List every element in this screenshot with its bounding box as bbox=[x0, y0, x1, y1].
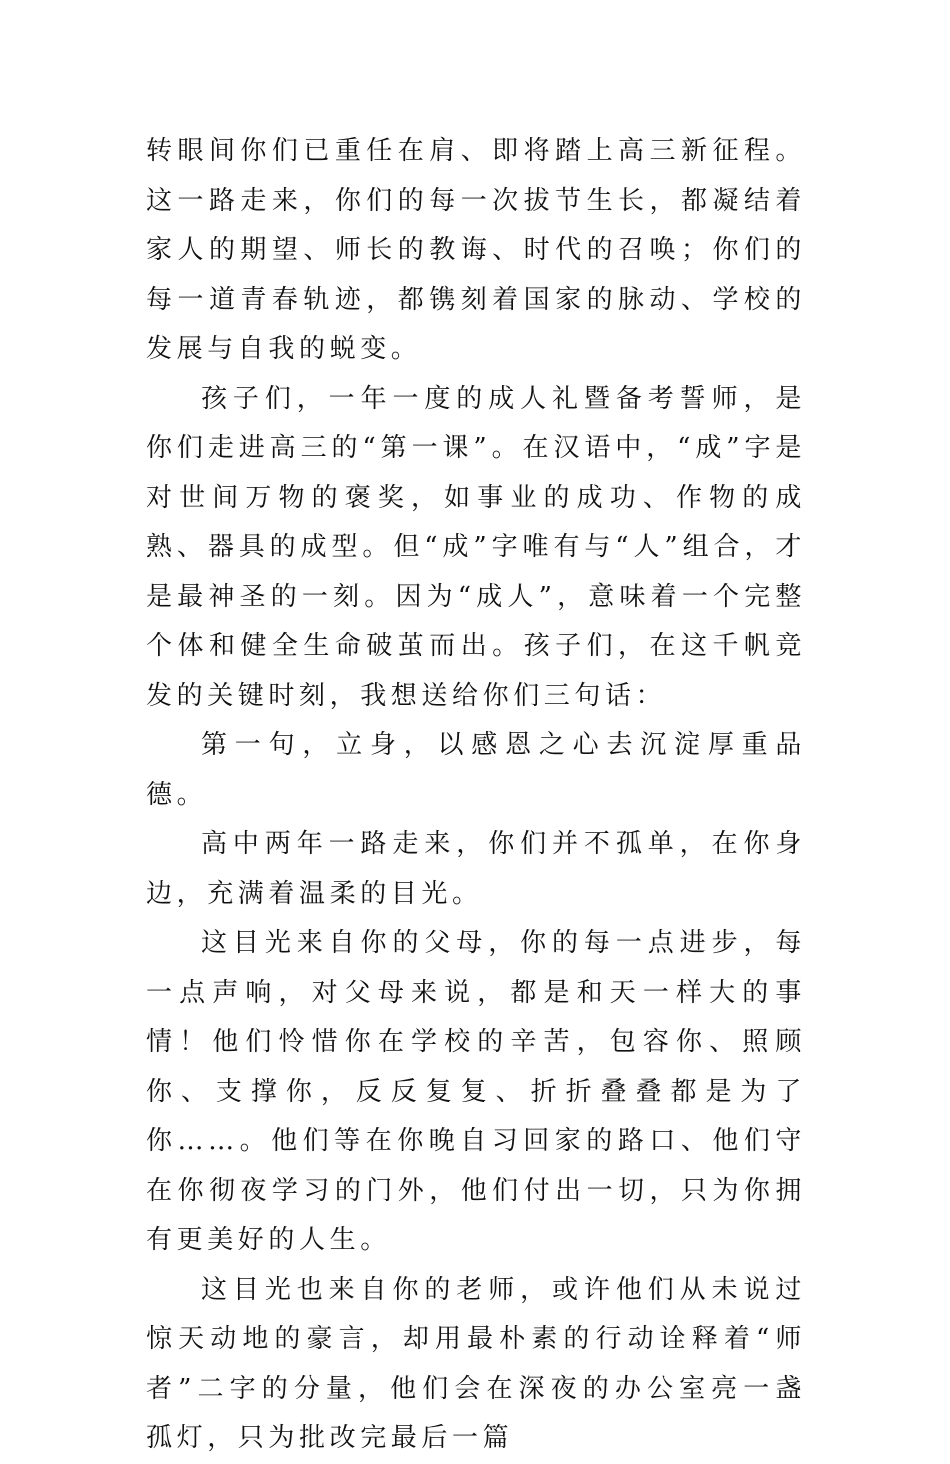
paragraph-5: 这目光来自你的父母，你的每一点进步，每一点声响，对父母来说，都是和天一样大的事情！他们怜惜你在学校的辛苦，包容你、照顾你、支撑你，反反复复、折折叠叠都是为了你……。他们等在你晚自习回家的路口、他们守在你彻夜学习的门外，他们付出一切，只为你拥有更美好的人生。 bbox=[146, 928, 806, 1255]
paragraph-1: 转眼间你们已重任在肩、即将踏上高三新征程。这一路走来，你们的每一次拔节生长，都凝结着家人的期望、师长的教诲、时代的召唤；你们的每一道青春轨迹，都镌刻着国家的脉动、学校的发展与自我的蜕变。 bbox=[146, 136, 806, 364]
document-body bbox=[146, 127, 806, 1464]
paragraph-3: 第一句，立身，以感恩之心去沉淀厚重品德。 bbox=[146, 730, 806, 810]
paragraph-4: 高中两年一路走来，你们并不孤单，在你身边，充满着温柔的目光。 bbox=[146, 829, 806, 909]
paragraph-2: 孩子们，一年一度的成人礼暨备考誓师，是你们走进高三的“第一课”。在汉语中，“成”字是对世间万物的褒奖，如事业的成功、作物的成熟、器具的成型。但“成”字唯有与“人”组合，才是最神圣的一刻。因为“成人”，意味着一个完整个体和健全生命破茧而出。孩子们，在这千帆竞发的关键时刻，我想送给你们三句话： bbox=[146, 383, 806, 711]
paragraph-6: 这目光也来自你的老师，或许他们从未说过惊天动地的豪言，却用最朴素的行动诠释着“师者”二字的分量，他们会在深夜的办公室亮一盏孤灯，只为批改完最后一篇 bbox=[146, 1274, 806, 1453]
